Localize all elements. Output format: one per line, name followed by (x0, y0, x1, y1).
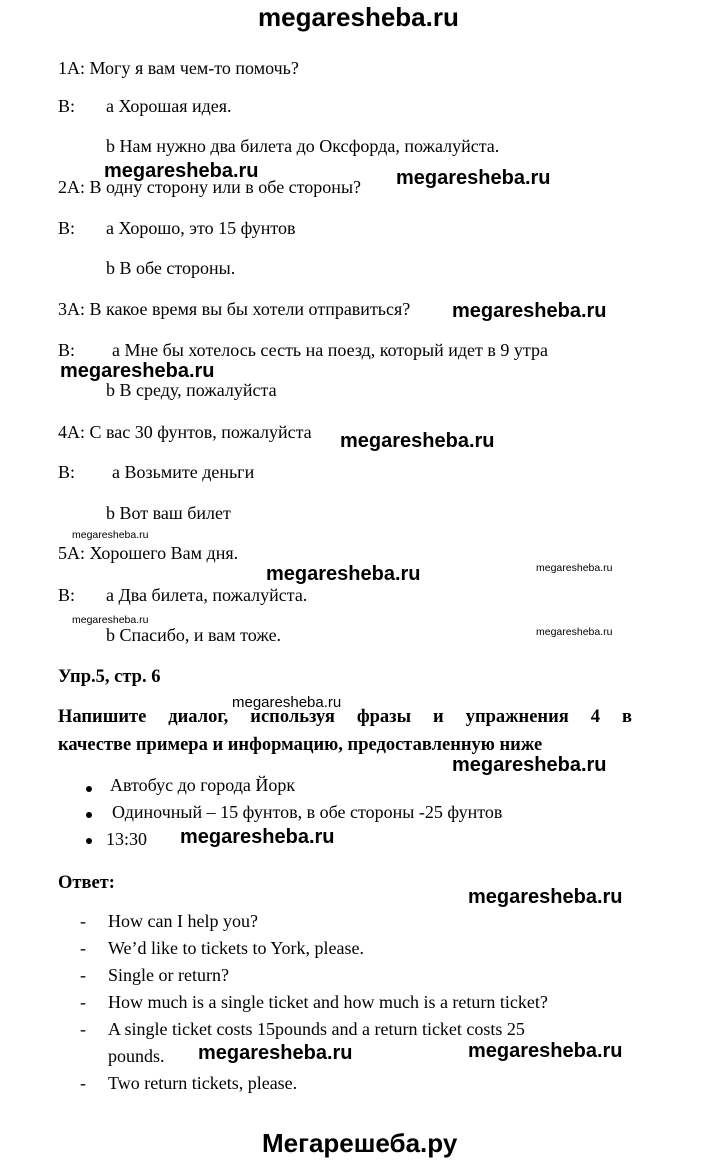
dialogue-5-option-a: a Два билета, пожалуйста. (106, 585, 308, 605)
watermark: megaresheba.ru (266, 563, 421, 585)
dash-marker: - (80, 1019, 86, 1039)
dialogue-2-option-a: a Хорошо, это 15 фунтов (106, 218, 296, 238)
dialogue-5-a: 5A: Хорошего Вам дня. (58, 543, 239, 563)
dialogue-3-a: 3A: В какое время вы бы хотели отправиться? (58, 299, 411, 319)
watermark: megaresheba.ru (396, 167, 551, 189)
bullet-item-1: Автобус до города Йорк (110, 775, 296, 795)
watermark-small: megaresheba.ru (72, 614, 149, 626)
answer-label: Ответ: (58, 873, 115, 893)
dialogue-2-option-b: b В обе стороны. (106, 258, 236, 278)
watermark: megaresheba.ru (340, 430, 495, 452)
dialogue-4-a: 4A: С вас 30 фунтов, пожалуйста (58, 422, 312, 442)
dialogue-2-a: 2A: В одну сторону или в обе стороны? (58, 177, 362, 197)
watermark: megaresheba.ru (468, 886, 623, 908)
watermark-small: megaresheba.ru (536, 562, 613, 574)
watermark-top: megaresheba.ru (258, 2, 459, 32)
dialogue-3-option-a: a Мне бы хотелось сесть на поезд, который идет в 9 утра (112, 340, 548, 360)
dialogue-5-option-b: b Спасибо, и вам тоже. (106, 625, 282, 645)
answer-line-6: Two return tickets, please. (108, 1073, 298, 1093)
bullet-icon (86, 838, 92, 844)
dialogue-3-option-b: b В среду, пожалуйста (106, 380, 277, 400)
answer-line-4: How much is a single ticket and how much is a return ticket? (108, 992, 548, 1012)
bullet-item-2: Одиночный – 15 фунтов, в обе стороны -25 фунтов (112, 802, 503, 822)
watermark: megaresheba.ru (180, 826, 335, 848)
dialogue-3-b-label: B: (58, 340, 76, 360)
dialogue-1-b-label: B: (58, 96, 76, 116)
dash-marker: - (80, 1073, 86, 1093)
dialogue-2-b-label: B: (58, 218, 76, 238)
answer-line-5: A single ticket costs 15pounds and a return ticket costs 25 (108, 1019, 525, 1039)
dialogue-4-option-b: b Вот ваш билет (106, 503, 231, 523)
answer-line-2: We’d like to tickets to York, please. (108, 938, 365, 958)
watermark: megaresheba.ru (468, 1040, 623, 1062)
answer-line-1: How can I help you? (108, 911, 258, 931)
watermark: megaresheba.ru (104, 160, 259, 182)
exercise-title: Упр.5, стр. 6 (58, 667, 161, 687)
exercise-task-line-2: качестве примера и информацию, предоставленную ниже (58, 735, 543, 755)
watermark: megaresheba.ru (198, 1042, 353, 1064)
bullet-icon (86, 812, 92, 818)
watermark: megaresheba.ru (452, 754, 607, 776)
exercise-task-line-1: Напишите диалог, используя фразы и упражнения 4 в (58, 707, 632, 727)
dash-marker: - (80, 938, 86, 958)
answer-line-3: Single or return? (108, 965, 229, 985)
dash-marker: - (80, 992, 86, 1012)
dialogue-1-option-b: b Нам нужно два билета до Оксфорда, пожалуйста. (106, 136, 500, 156)
watermark-small: megaresheba.ru (72, 529, 149, 541)
dialogue-4-b-label: B: (58, 462, 76, 482)
watermark-small: megaresheba.ru (536, 626, 613, 638)
dash-marker: - (80, 965, 86, 985)
dialogue-5-b-label: B: (58, 585, 76, 605)
dash-marker: - (80, 911, 86, 931)
footer-watermark: Мегарешеба.ру (262, 1128, 458, 1158)
dialogue-1-a: 1A: Могу я вам чем-то помочь? (58, 58, 299, 78)
dialogue-4-option-a: a Возьмите деньги (112, 462, 255, 482)
watermark: megaresheba.ru (452, 300, 607, 322)
bullet-icon (86, 786, 92, 792)
answer-line-5-cont: pounds. (108, 1046, 165, 1066)
dialogue-1-option-a: a Хорошая идея. (106, 96, 232, 116)
bullet-item-3: 13:30 (106, 829, 148, 849)
watermark-mid: megaresheba.ru (232, 694, 342, 711)
watermark: megaresheba.ru (60, 360, 215, 382)
